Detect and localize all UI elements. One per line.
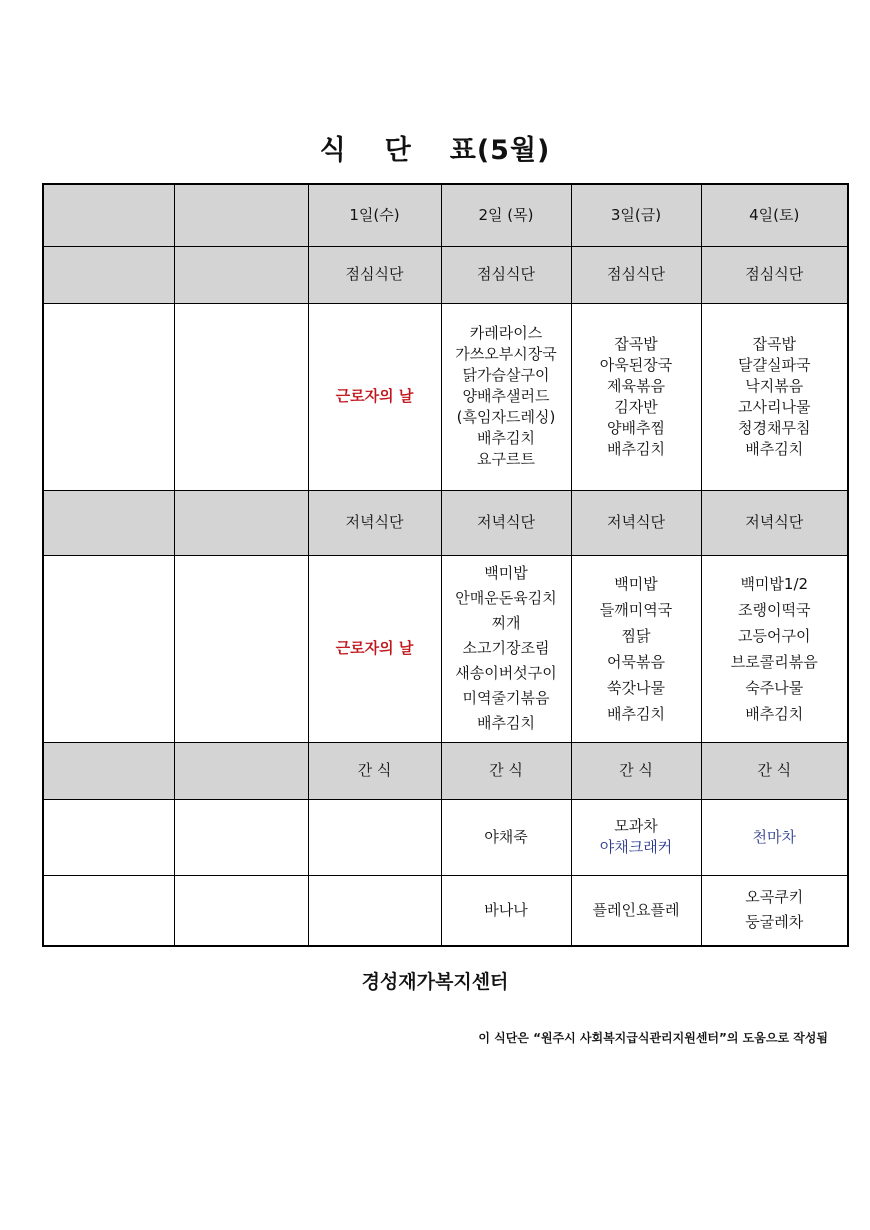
menu-item: 미역줄기볶음 <box>462 689 550 707</box>
menu-item: 찌개 <box>491 614 521 632</box>
dinner-day-2 <box>441 555 571 742</box>
menu-item: 조랭이떡국 <box>738 600 811 619</box>
menu-item: 배추김치 <box>477 429 535 447</box>
dinner-label: 저녁식단 <box>571 490 701 555</box>
lunch-label: 점심식단 <box>308 246 441 303</box>
dinner-menu-row <box>43 555 848 742</box>
menu-item: 잡곡밥 <box>752 334 796 353</box>
menu-item: 낙지볶음 <box>745 376 804 395</box>
date-header-row <box>43 184 848 246</box>
dinner-day-4 <box>701 555 848 742</box>
menu-item: 청경채무침 <box>738 418 811 437</box>
day-1-header: 1일(수) <box>308 184 441 246</box>
snack-row-1 <box>43 799 848 875</box>
menu-item: 배추김치 <box>607 439 665 458</box>
holiday-label: 근로자의 날 <box>335 639 414 657</box>
lunch-label: 점심식단 <box>701 246 848 303</box>
menu-item: 숙주나물 <box>745 678 804 697</box>
day-3-header: 3일(금) <box>571 184 701 246</box>
snack-row-2 <box>43 875 848 946</box>
menu-item: 양배추샐러드 <box>462 387 550 405</box>
snack-header-row <box>43 742 848 799</box>
meal-table <box>42 183 849 947</box>
snack2-day-2: 바나나 <box>441 875 571 946</box>
menu-item: 고등어구이 <box>738 626 811 645</box>
lunch-day-3 <box>571 303 701 490</box>
lunch-label: 점심식단 <box>441 246 571 303</box>
dinner-label: 저녁식단 <box>308 490 441 555</box>
menu-item: 백미밥 <box>484 564 528 582</box>
day-4-header: 4일(토) <box>701 184 848 246</box>
menu-item: 백미밥1/2 <box>740 574 809 593</box>
snack2-day-4 <box>701 875 848 946</box>
menu-item: 배추김치 <box>607 704 665 723</box>
center-name: 경성재가복지센터 <box>361 971 509 993</box>
menu-item: 둥굴레차 <box>745 913 804 932</box>
menu-item: 가쓰오부시장국 <box>455 345 557 363</box>
snack1-day-2: 야채죽 <box>441 799 571 875</box>
footnote: 이 식단은 “원주시 사회복지급식관리지원센터”의 도움으로 작성됨 <box>478 1031 828 1045</box>
menu-item: 요구르트 <box>477 450 535 468</box>
lunch-day-2 <box>441 303 571 490</box>
menu-item: 소고기장조림 <box>462 639 550 657</box>
menu-item: 쑥갓나물 <box>607 678 665 697</box>
holiday-label: 근로자의 날 <box>335 387 414 405</box>
menu-item: 들깨미역국 <box>599 600 673 619</box>
dinner-header-row <box>43 490 848 555</box>
lunch-header-row <box>43 246 848 303</box>
snack-label: 간 식 <box>701 742 848 799</box>
snack-label: 간 식 <box>571 742 701 799</box>
menu-item: 브로콜리볶음 <box>730 652 818 671</box>
menu-item: 제육볶음 <box>607 376 665 395</box>
menu-item: 양배추찜 <box>607 418 665 437</box>
menu-item: 카레라이스 <box>469 324 543 342</box>
lunch-day-4 <box>701 303 848 490</box>
lunch-label: 점심식단 <box>571 246 701 303</box>
lunch-day-1 <box>308 303 441 490</box>
snack-label: 간 식 <box>441 742 571 799</box>
menu-item: 새송이버섯구이 <box>455 664 557 682</box>
menu-item: 배추김치 <box>745 439 804 458</box>
snack1-day-4: 천마차 <box>701 799 848 875</box>
dinner-label: 저녁식단 <box>441 490 571 555</box>
menu-item: 백미밥 <box>614 574 658 593</box>
snack1-day-3 <box>571 799 701 875</box>
menu-item: 아욱된장국 <box>599 355 673 374</box>
dinner-day-1 <box>308 555 441 742</box>
dinner-label: 저녁식단 <box>701 490 848 555</box>
menu-item: 안매운돈육김치 <box>455 589 557 607</box>
snack-label: 간 식 <box>308 742 441 799</box>
menu-item: 야채크래커 <box>599 838 673 856</box>
menu-item: 고사리나물 <box>738 397 811 416</box>
day-2-header: 2일 (목) <box>441 184 571 246</box>
menu-item: 찜닭 <box>621 626 651 645</box>
menu-item: 모과차 <box>614 817 658 835</box>
menu-item: 잡곡밥 <box>614 334 658 353</box>
snack2-day-3: 플레인요플레 <box>571 875 701 946</box>
menu-item: (흑임자드레싱) <box>456 408 556 426</box>
menu-item: 오곡쿠키 <box>745 888 804 907</box>
dinner-day-3 <box>571 555 701 742</box>
menu-item: 배추김치 <box>477 714 535 732</box>
menu-item: 배추김치 <box>745 704 804 723</box>
lunch-menu-row <box>43 303 848 490</box>
menu-item: 닭가슴살구이 <box>462 366 550 384</box>
menu-item: 김자반 <box>614 397 658 416</box>
menu-item: 달걀실파국 <box>738 355 811 374</box>
menu-item: 어묵볶음 <box>607 652 665 671</box>
page-title: 식 단 표(5월) <box>319 135 551 166</box>
